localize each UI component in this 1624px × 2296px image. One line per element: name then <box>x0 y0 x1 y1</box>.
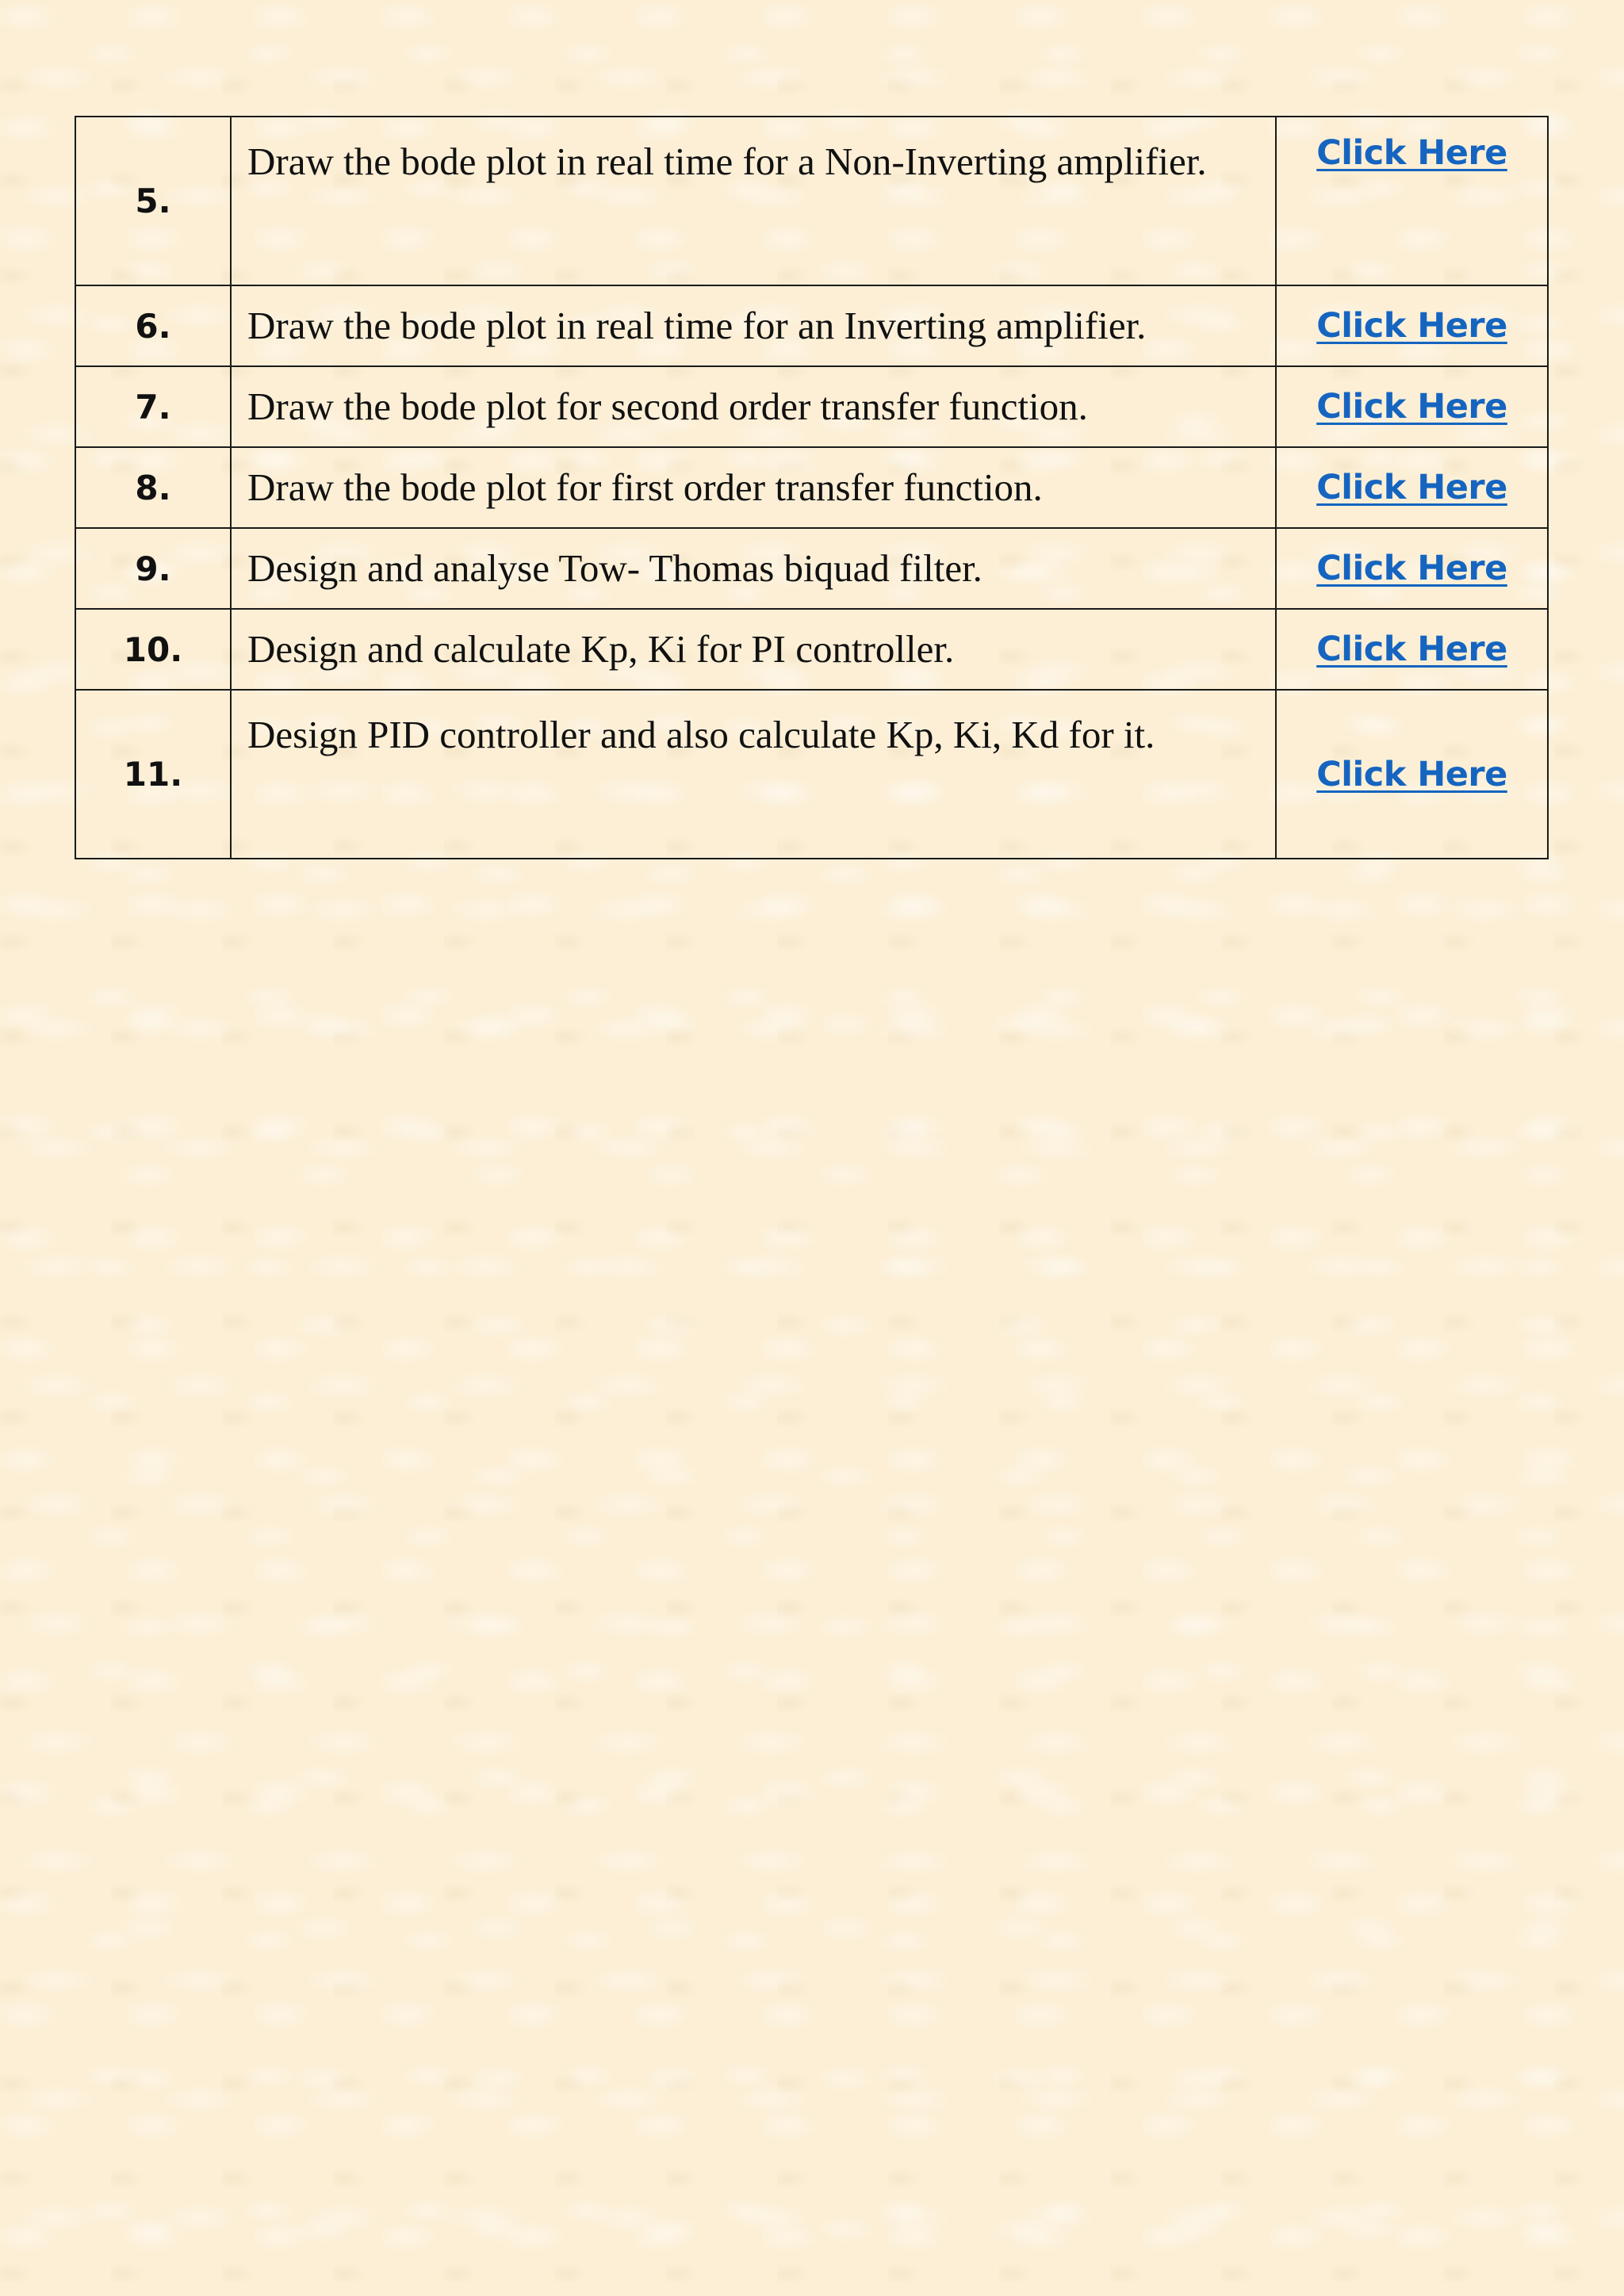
link-cell <box>1276 285 1548 366</box>
link-cell <box>1276 528 1548 609</box>
table-row <box>75 117 1548 285</box>
table-row <box>75 366 1548 447</box>
row-number: 9. <box>75 528 231 609</box>
experiment-description: Design and calculate Kp, Ki for PI controller. <box>231 609 1276 690</box>
click-here-link[interactable]: Click Here <box>1316 629 1507 669</box>
click-here-link[interactable]: Click Here <box>1316 387 1507 427</box>
link-cell <box>1276 447 1548 528</box>
table-row <box>75 609 1548 690</box>
link-cell <box>1276 690 1548 859</box>
click-here-link[interactable]: Click Here <box>1316 549 1507 588</box>
click-here-link[interactable]: Click Here <box>1316 468 1507 507</box>
experiment-description: Draw the bode plot in real time for an Inverting amplifier. <box>231 285 1276 366</box>
row-number: 7. <box>75 366 231 447</box>
row-number: 5. <box>75 117 231 285</box>
table-row <box>75 285 1548 366</box>
table-row <box>75 528 1548 609</box>
row-number: 6. <box>75 285 231 366</box>
experiment-description: Design PID controller and also calculate Kp, Ki, Kd for it. <box>231 690 1276 859</box>
row-number: 11. <box>75 690 231 859</box>
experiments-table <box>75 116 1549 859</box>
table-row <box>75 690 1548 859</box>
link-cell <box>1276 366 1548 447</box>
experiment-description: Draw the bode plot in real time for a Non-Inverting amplifier. <box>231 117 1276 285</box>
link-cell <box>1276 117 1548 285</box>
experiment-description: Draw the bode plot for first order transfer function. <box>231 447 1276 528</box>
click-here-link[interactable]: Click Here <box>1316 306 1507 346</box>
experiment-description: Draw the bode plot for second order transfer function. <box>231 366 1276 447</box>
experiment-description: Design and analyse Tow- Thomas biquad filter. <box>231 528 1276 609</box>
table-row <box>75 447 1548 528</box>
click-here-link[interactable]: Click Here <box>1316 754 1507 794</box>
row-number: 10. <box>75 609 231 690</box>
click-here-link[interactable]: Click Here <box>1316 133 1507 173</box>
row-number: 8. <box>75 447 231 528</box>
link-cell <box>1276 609 1548 690</box>
